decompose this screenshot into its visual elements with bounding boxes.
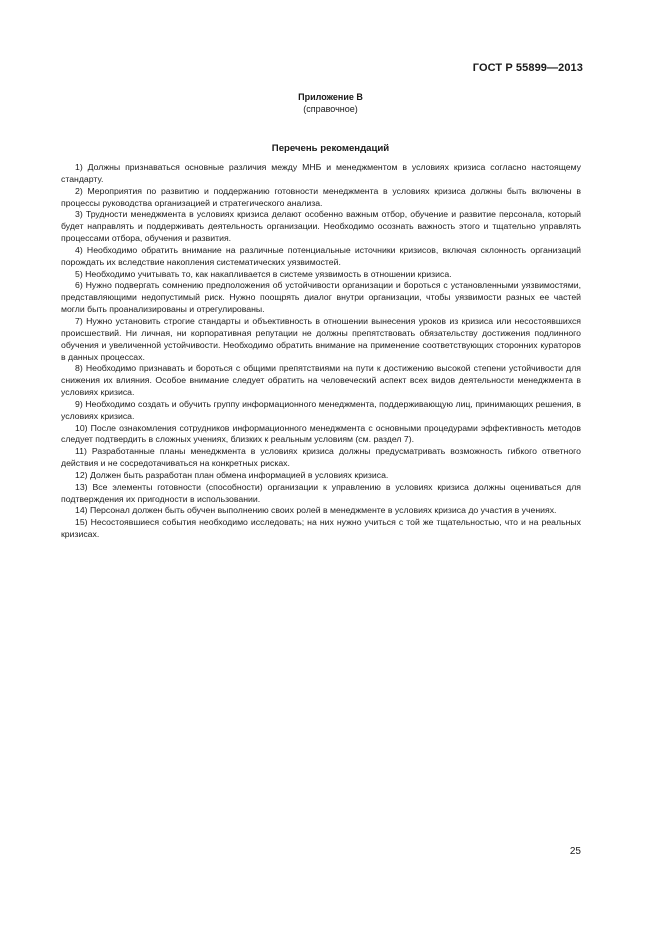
recommendation-2: 2) Мероприятия по развитию и поддержанию готовности менеджмента в условиях кризиса должны быть включены в процессы руководства организацией и стратегического анализа. <box>61 185 581 208</box>
page-number: 25 <box>569 846 581 857</box>
recommendation-3: 3) Трудности менеджмента в условиях кризиса делают особенно важным отбор, обучение и развитие персонала, который будет направлять и поддерживать деятельность организации. Необходимо осознать важность этого и тщательно управлять процессами отбора, обучения и развития. <box>61 209 581 244</box>
recommendation-5: 5) Необходимо учитывать то, как накапливается в системе уязвимость в отношении кризиса. <box>75 268 452 279</box>
appendix-heading <box>0 92 661 115</box>
appendix-subtitle: (справочное) <box>303 103 358 114</box>
recommendation-11: 11) Разработанные планы менеджмента в условиях кризиса должны предусматривать возможность гибкого ответного действия и не сосредотачиваться на конкретных рисках. <box>61 446 581 469</box>
recommendation-14: 14) Персонал должен быть обучен выполнению своих ролей в менеджменте в условиях кризиса до участия в учениях. <box>75 505 557 516</box>
recommendation-8: 8) Необходимо признавать и бороться с общими препятствиями на пути к достижению высокой степени устойчивости для снижения их влияния. Особое внимание следует обратить на человеческий аспект всех видов деятельности менеджмента в условиях кризиса. <box>61 363 581 398</box>
recommendation-10: 10) После ознакомления сотрудников информационного менеджмента с основными процедурами эффективность методов следует подтвердить в сложных учениях, близких к реальным условиям (см. раздел 7). <box>61 422 581 445</box>
appendix-title: Приложение В <box>298 92 363 102</box>
recommendation-9: 9) Необходимо создать и обучить группу информационного менеджмента, поддерживающую лиц, принимающих решения, в условиях кризиса. <box>61 398 581 421</box>
section-title: Перечень рекомендаций <box>271 143 390 154</box>
recommendation-4: 4) Необходимо обратить внимание на различные потенциальные источники кризисов, включая склонность организаций порождать их вследствие накопления систематических уязвимостей. <box>61 244 581 267</box>
recommendation-6: 6) Нужно подвергать сомнению предположения об устойчивости организации и бороться с установленными уязвимостями, представляющими недопустимый риск. Нужно поощрять диалог внутри организации, чтобы уязвимости разных ее частей могли быть проанализированы и отрегулированы. <box>61 280 581 315</box>
recommendation-12: 12) Должен быть разработан план обмена информацией в условиях кризиса. <box>75 469 389 480</box>
recommendation-1: 1) Должны признаваться основные различия между МНБ и менеджментом в условиях кризиса согласно настоящему стандарту. <box>61 162 581 184</box>
recommendation-7: 7) Нужно установить строгие стандарты и объективность в отношении вынесения уроков из кризиса или несостоявшихся происшествий. Ни личная, ни корпоративная репутации не должны препятствовать обязательству достижения подлинного обучения и увеличенной устойчивости. Необходимо обратить внимание на применение соответствующих сторонних кураторов в данных процессах. <box>61 315 581 362</box>
recommendation-15: 15) Несостоявшиеся события необходимо исследовать; на них нужно учиться с той же тщательностью, что и на реальных кризисах. <box>61 517 581 540</box>
recommendations-list <box>61 162 581 541</box>
document-code: ГОСТ Р 55899—2013 <box>472 62 583 74</box>
recommendation-13: 13) Все элементы готовности (способности) организации к управлению в условиях кризиса должны оцениваться для подтверждения их пригодности в использовании. <box>61 481 581 504</box>
